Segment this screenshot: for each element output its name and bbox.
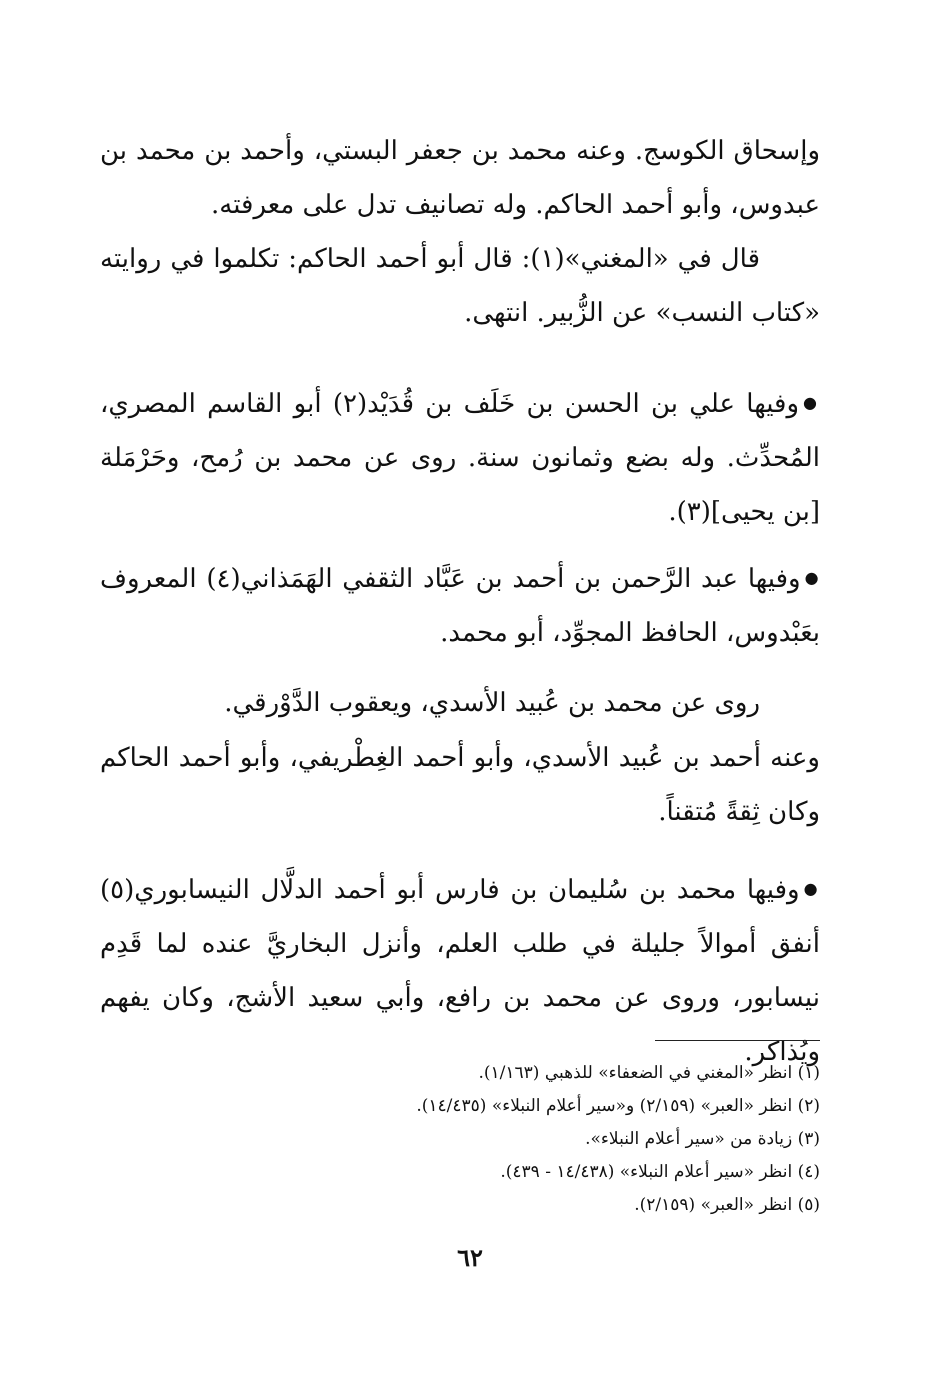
page-number: ٦٢ <box>457 1243 483 1272</box>
footnote-3: (٣) زيادة من «سير أعلام النبلاء». <box>585 1129 820 1149</box>
paragraph-2 <box>100 232 820 340</box>
paragraph-text: وعنه أحمد بن عُبيد الأسدي، وأبو أحمد الغِطْريفي، وأبو أحمد الحاكم وكان ثِقةً مُتقناً. <box>100 743 820 827</box>
paragraph-6 <box>100 731 820 839</box>
paragraph-1 <box>100 124 820 232</box>
entry-text: ● وفيها علي بن الحسن بن خَلَف بن قُدَيْد(٢) أبو القاسم المصري، المُحدِّث. وله بضع وثمانون سنة. روى عن محمد بن رُمح، وحَرْمَلة [بن يحيى](٣). <box>100 376 820 539</box>
paragraph-text: قال في «المغني»(١): قال أبو أحمد الحاكم: تكلموا في روايته «كتاب النسب» عن الزُّبير. انتهى. <box>100 244 820 328</box>
paragraph-5 <box>100 676 820 730</box>
paragraph-text: وإسحاق الكوسج. وعنه محمد بن جعفر البستي، وأحمد بن محمد بن عبدوس، وأبو أحمد الحاكم. وله تصانيف تدل على معرفته. <box>100 136 820 220</box>
entry-ali-bin-al-hasan <box>100 376 820 539</box>
entry-muhammad-bin-sulayman <box>100 862 820 1079</box>
footnote-4: (٤) انظر «سير أعلام النبلاء» (١٤/٤٣٨ - ٤٣٩). <box>500 1162 820 1182</box>
footnotes <box>100 1057 820 1222</box>
footnote-5: (٥) انظر «العبر» (٢/١٥٩). <box>634 1195 820 1215</box>
footnote-1: (١) انظر «المغني في الضعفاء» للذهبي (١/١٦٣). <box>478 1063 820 1083</box>
entry-text: ● وفيها عبد الرَّحمن بن أحمد بن عَبَّاد الثقفي الهَمَذاني(٤) المعروف بعَبْدوس، الحافظ المجوِّد، أبو محمد. <box>100 551 820 660</box>
paragraph-text: روى عن محمد بن عُبيد الأسدي، ويعقوب الدَّوْرقي. <box>224 688 760 718</box>
entry-text: ● وفيها محمد بن سُليمان بن فارس أبو أحمد الدلَّال النيسابوري(٥) أنفق أموالاً جليلة في طلب العلم، وأنزل البخاريَّ عنده لما قَدِم نيسابور، وروى عن محمد بن رافع، وأبي سعيد الأشج، وكان يفهم ويُذاكر. <box>100 862 820 1079</box>
entry-abd-al-rahman <box>100 551 820 660</box>
footnote-2: (٢) انظر «العبر» (٢/١٥٩) و«سير أعلام النبلاء» (١٤/٤٣٥). <box>416 1096 820 1116</box>
footnote-divider <box>655 1040 820 1041</box>
